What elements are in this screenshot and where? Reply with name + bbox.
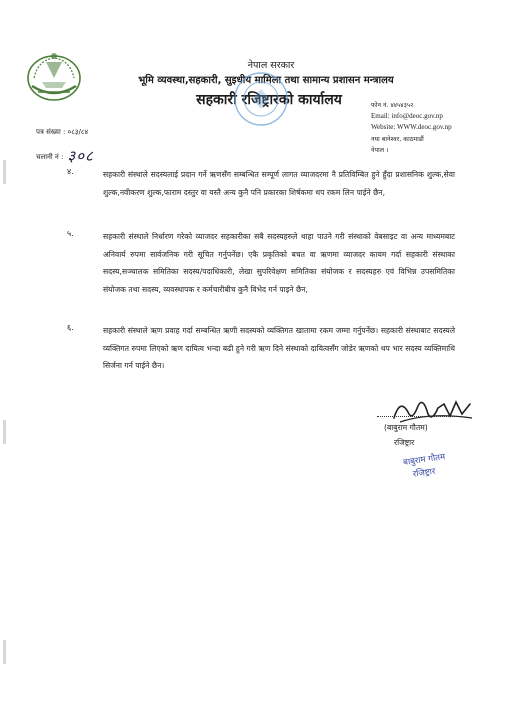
clause-text: सहकारी संस्थाले ऋण प्रवाह गर्दा सम्बन्धित ऋणी सदस्यको व्यक्तिगत खातामा रकम जम्मा गर्नुपर्नेछ। सहकारी संस्थाबाट सदस्यले व्यक्तिगत रुपमा लिएको ऋण दायित्व भन्दा बढी हुने गरी ऋण दिने संस्थाको दायित्वसँग जोडेर ऋणको थप भार सदस्य व्यक्तिमाथि सिर्जना गर्न पाईने छैन। (103, 326, 455, 370)
email-address: Email: info@deoc.gov.np (371, 112, 443, 121)
margin-mark (3, 420, 6, 444)
clause-5 (67, 228, 455, 298)
name-stamp (402, 451, 448, 483)
dispatch-label: चलानी नं : (36, 153, 64, 161)
letter-number: पत्र संख्या : ०८३/८४ (36, 128, 89, 136)
dispatch-number: ३०८ (67, 147, 94, 165)
clause-number: ५. (67, 229, 74, 238)
stamp-title: रजिष्ट्रार (412, 466, 437, 480)
contact-block (371, 100, 509, 156)
signature-line (377, 416, 457, 417)
phone-number: फोन नं. ४४५४३५२ (371, 102, 414, 109)
ministry-name: भूमि व्यवस्था,सहकारी, सुइधीय मामिला तथा सामान्य प्रशासन मन्त्रालय (138, 75, 394, 86)
clause-number: ४. (67, 167, 74, 176)
office-seal (232, 70, 290, 128)
stamp-name: बाबुराम गौतम (402, 452, 446, 468)
office-name: सहकारी रजिष्ट्रारको कार्यालय (196, 92, 342, 108)
website-address: Website: WWW.deoc.gov.np (371, 123, 452, 132)
clause-text: सहकारी संस्थाले सदस्यलाई प्रदान गर्ने ऋणसँग सम्बन्धित सम्पूर्ण लागत व्याजदरमा नै प्रतिविम्बित हुने हुँदा प्रशासनिक शुल्क,सेवा शुल्क,नवीकरण शुल्क,फाराम दस्तुर वा यस्तै अन्य कुनै पनि प्रकारका शिर्षकमा थप रकम लिन पाईने छैन, (103, 170, 455, 197)
clause-4 (67, 166, 455, 201)
dispatch-number-line (36, 146, 94, 166)
signatory-title: रजिष्ट्रार (394, 438, 415, 447)
clause-number: ६. (67, 323, 74, 332)
clause-6 (67, 322, 455, 375)
margin-mark (3, 640, 6, 664)
signatory-name: (बाबुराम गौतम) (384, 423, 428, 432)
office-country: नेपाल । (371, 146, 389, 154)
government-name: नेपाल सरकार (247, 60, 295, 71)
clause-text: सहकारी संस्थाले निर्धारण गरेको व्याजदर सहकारीका सबै सदस्यहरुले थाहा पाउने गरी संस्थाको वेबसाइट वा अन्य माध्यमबाट अनिवार्य रुपमा सार्वजनिक गरी सूचित गर्नुपर्नेछ। एकै प्रकृतिको बचत वा ऋणमा व्याजदर कायम गर्दा सहकारी संस्थाका सदस्य,सञ्चालक समितिका सदस्य/पदाधिकारी, लेखा सुपरिवेक्षण समितिका संयोजक र सदस्यहरु एवं विभिन्न उपसमितिका संयोजक तथा सदस्य, व्यवस्थापक र कर्मचारीबीच कुनै विभेद गर्न पाइने छैन, (103, 232, 455, 294)
office-address: नया बानेश्वर, काठमाडौं (371, 135, 424, 143)
margin-mark (3, 160, 6, 184)
